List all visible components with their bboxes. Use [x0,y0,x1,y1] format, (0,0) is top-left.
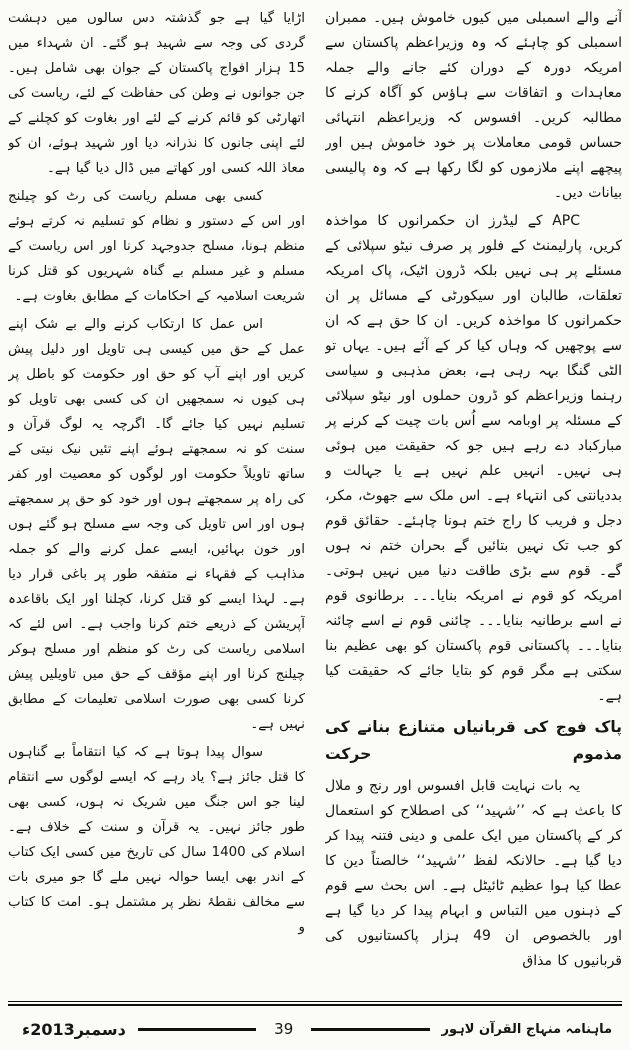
paragraph: APC کے لیڈرز ان حکمرانوں کا مواخذہ کریں، پارلیمنٹ کے فلور پر صرف نیٹو سپلائی کے مسئلے پر ہی نہیں بلکہ ڈرون اٹیک، پاک امریکہ تعلقات، طالبان اور سیکورٹی کے مسائل پر ان حکمرانوں کا مواخذہ کریں۔ ان کا حق ہے کہ ان سے پوچھیں کہ وہاں کیا کر کے آئے ہیں۔ یہاں تو الٹی گنگا بہہ رہی ہے، بعض مذہبی و سیاسی رہنما وزیراعظم کو ڈرون حملوں اور نیٹو سپلائی کے مسئلہ پر اوبامہ سے اُس بات چیت کے کرنے پر مبارکباد دے رہے ہیں جو کہ حقیقت میں ہوئی ہی نہیں۔ انہیں علم نہیں ہے یا جہالت و بددیانتی کی انتہاء ہے۔ اس ملک سے جھوٹ، مکر، دجل و فریب کا راج ختم ہونا چاہئے۔ حقائق قوم کو جب تک نہیں بتائیں گے بحران ختم نہ ہوں گے۔ قوم سے بڑی طاقت دنیا میں نہیں ہوتی۔ امریکہ کو قوم نے امریکہ بنایا۔۔۔ برطانوی قوم نے اسے برطانیہ بنایا۔۔۔ چائنی قوم نے اسے چائنہ بنایا۔۔۔ پاکستانی قوم پاکستان کو بھی عظیم بنا سکتی ہے مگر قوم کو بتایا جائے کہ حقیقت کیا ہے۔ [325,213,622,704]
page-footer [8,1006,622,1050]
paragraph: آنے والے اسمبلی میں کیوں خاموش ہیں۔ ممبران اسمبلی کو چاہئے کہ وہ وزیراعظم پاکستان سے امریکہ دورہ کے دوران کئے جانے والے جملہ معاہدات و اتفاقات سے ہاؤس کو آگاہ کرنے کا مطالبہ کریں۔ افسوس کہ وزیراعظم انتہائی حساس قومی معاملات پر خود خاموش ہیں اور پیچھے اپنے ملازموں کو لگا رکھا ہے کہ وہ پالیسی بیانات دیں۔ [325,10,622,201]
section-heading: پاک فوج کی قربانیاں متنازع بنانے کی مذموم حرکت [325,718,622,763]
issue-date: دسمبر2013ء [22,1019,126,1039]
article-body [8,6,622,999]
paragraph: سوال پیدا ہوتا ہے کہ کیا انتقاماً بے گناہوں کا قتل جائز ہے؟ یاد رہے کہ ایسے لوگوں سے انتقام لینا جو اس جنگ میں شریک نہ ہوں، کسی بھی طور جائز نہیں۔ یہ قرآن و سنت کے خلاف ہے۔ اسلام کی 1400 سال کی تاریخ میں کسی ایک کتاب کے اندر بھی ایسا حوالہ نہیں ملے گا جو میری بات سے مخالف نقطۂ نظر پر مشتمل ہو۔ امت کا کتاب و [8,745,305,935]
magazine-title: ماہنامہ منہاج القرآن لاہور [441,1021,612,1037]
paragraph: اس عمل کا ارتکاب کرنے والے بے شک اپنے عمل کے حق میں کیسی ہی تاویل اور دلیل پیش کریں اور اپنے آپ کو حق اور حکومت کو باطل پر ہی کیوں نہ سمجھیں ان کی کسی بھی تاویل کو تسلیم نہیں کیا جائے گا۔ اگرچہ یہ لوگ قرآن و سنت کو نہ سمجھتے ہوئے اپنے تئیں نیک نیتی کے ساتھ تاویلاً حکومت اور لوگوں کو معصیت اور کفر کی راہ پر سمجھتے ہوں اور خود کو حق پر سمجھتے ہوں اور اس تاویل کی وجہ سے مسلح ہو گئے ہوں اور خون بہائیں، ایسے عمل کرنے والے کو جملہ مذاہب کے فقہاء نے متفقہ طور پر باغی قرار دیا ہے۔ لہذا ایسے کو قتل کرنا، کچلنا اور ایک باقاعدہ آپریشن کے ذریعے ختم کرنا واجب ہے۔ اس لئے کہ اسلامی ریاست کی رٹ کو منظم اور مسلح ہوکر چیلنج کرنا اور اپنے مؤقف کے حق میں تاویلیں پیش کرنا کسی بھی صورت اسلامی تعلیمات کے مطابق نہیں ہے۔ [8,317,305,732]
paragraph: اڑایا گیا ہے جو گذشتہ دس سالوں میں دہشت گردی کی وجہ سے شہید ہو گئے۔ ان شہداء میں 15 ہزار افواج پاکستان کے جوان بھی شامل ہیں۔ جن جوانوں نے وطن کی حفاظت کے لئے، ریاست کی اتھارٹی کو قائم کرنے کے لئے اور بغاوت کو کچلنے کے لئے اپنی جانوں کا نذرانہ دیا اور شہید ہوئے، ان کو معاذ اللہ کسی اور کھاتے میں ڈال دیا گیا ہے۔ [8,11,305,176]
footer-rule-right [311,1028,429,1031]
column-right [325,6,622,999]
paragraph: کسی بھی مسلم ریاست کی رٹ کو چیلنج اور اس کے دستور و نظام کو تسلیم نہ کرتے ہوئے منظم ہونا، مسلح جدوجہد کرنا اور اس ریاست کے مسلم و غیر مسلم بے گناہ شہریوں کو قتل کرنا شریعت اسلامیہ کے احکامات کے مطابق بغاوت ہے۔ [8,189,305,304]
paragraph: یہ بات نہایت قابل افسوس اور رنج و ملال کا باعث ہے کہ ’’شہید‘‘ کی اصطلاح کو استعمال کر کے پاکستان میں ایک علمی و دینی فتنہ پیدا کر دیا گیا ہے۔ حالانکہ لفظ ’’شہید‘‘ خالصتاً دین کا عطا کیا ہوا عظیم ٹائیٹل ہے۔ اس بحث سے قوم کے ذہنوں میں التباس و ابہام پیدا کر دیا گیا ہے اور بالخصوص ان 49 ہزار پاکستانیوں کی قربانیوں کا مذاق [325,778,622,969]
page-number: 39 [274,1020,294,1038]
column-left [8,6,305,999]
footer-rule-left [138,1028,256,1031]
